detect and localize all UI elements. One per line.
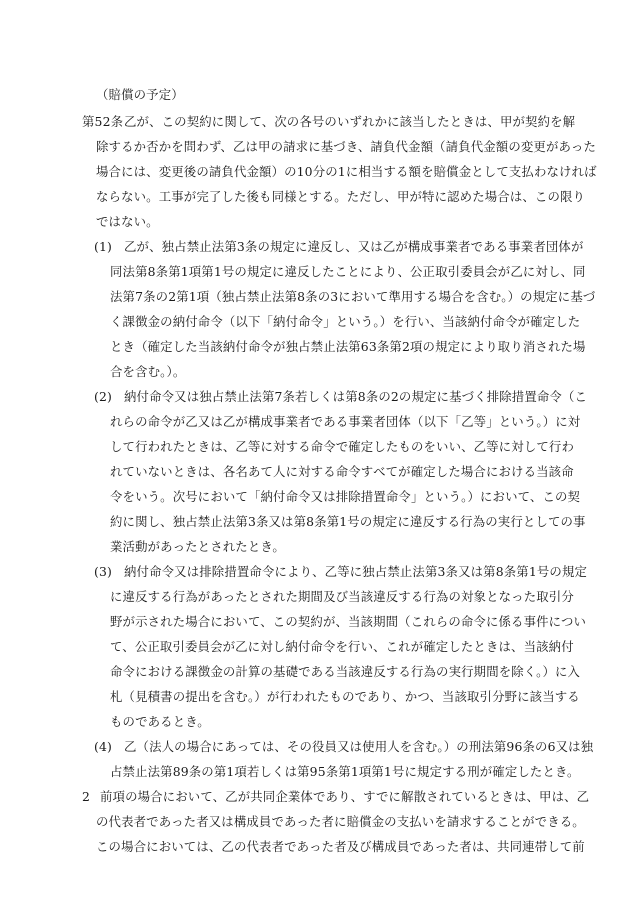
- item-line: して行われたときは、乙等に対する命令で確定したものをいい、乙等に対して行わ: [110, 439, 575, 454]
- item-line: 法第7条の2第1項（独占禁止法第8条の3において準用する場合を含む。）の規定に基づ: [110, 289, 596, 304]
- paragraph-line: の代表者であった者又は構成員であった者に賠償金の支払いを請求することができる。: [96, 814, 585, 829]
- item-line: く課徴金の納付命令（以下「納付命令」という。）を行い、当該納付命令が確定した: [110, 314, 581, 329]
- item-line: 納付命令又は独占禁止法第7条若しくは第8条の2の規定に基づく排除措置命令（こ: [124, 389, 588, 404]
- item-line: 札（見積書の提出を含む。）が行われたものであり、かつ、当該取引分野に該当する: [110, 689, 580, 704]
- item-line: 命令における課徴金の計算の基礎である当該違反する行為の実行期間を除く。）に入: [110, 664, 581, 679]
- item-line: 同法第8条第1項第1号の規定に違反したことにより、公正取引委員会が乙に対し、同: [110, 264, 586, 279]
- item-line: 合を含む。）。: [110, 364, 186, 379]
- item-line: 納付命令又は排除措置命令により、乙等に独占禁止法第3条又は第8条第1号の規定: [124, 564, 588, 579]
- item-label: (3): [94, 564, 113, 579]
- article-line: ではない。: [96, 214, 159, 229]
- paragraph-line: 前項の場合において、乙が共同企業体であり、すでに解散されているときは、甲は、乙: [100, 789, 590, 804]
- item-line: 占禁止法第89条の第1項若しくは第95条第1項第1号に規定する刑が確定したとき。: [110, 764, 580, 779]
- article-heading: （賠償の予定）: [96, 87, 184, 102]
- article-line: 場合には、変更後の請負代金額）の10分の1に相当する額を賠償金として支払わなければ: [96, 164, 597, 179]
- item-line: とき（確定した当該納付命令が独占禁止法第63条第2項の規定により取り消された場: [110, 339, 586, 354]
- item-line: れていないときは、各名あて人に対する命令すべてが確定した場合における当該命: [110, 464, 574, 479]
- item-line: 令をいう。次号において「納付命令又は排除措置命令」という。）において、この契: [110, 489, 581, 504]
- paragraph-line: この場合においては、乙の代表者であった者及び構成員であった者は、共同連帯して前: [96, 839, 585, 854]
- article-line: ならない。工事が完了した後も同様とする。ただし、甲が特に認めた場合は、この限り: [96, 189, 586, 204]
- item-label: (2): [94, 389, 113, 404]
- article-number: 第52条: [82, 114, 124, 129]
- item-line: に違反する行為があったとされた期間及び当該違反する行為の対象となった取引分: [110, 589, 574, 604]
- item-line: 約に関し、独占禁止法第3条又は第8条第1号の規定に違反する行為の実行としての事: [110, 514, 586, 529]
- item-label: (4): [94, 739, 113, 754]
- item-label: (1): [94, 239, 113, 254]
- article-line: 除するか否かを問わず、乙は甲の請求に基づき、請負代金額（請負代金額の変更があった: [96, 139, 597, 154]
- item-line: 野が示された場合において、この契約が、当該期間（これらの命令に係る事件につい: [110, 614, 587, 629]
- paragraph-number: 2: [82, 789, 91, 804]
- item-line: ものであるとき。: [110, 714, 210, 729]
- item-line: て、公正取引委員会が乙に対し納付命令を行い、これが確定したときは、当該納付: [110, 639, 574, 654]
- item-line: 乙が、独占禁止法第3条の規定に違反し、又は乙が構成事業者である事業者団体が: [124, 239, 584, 254]
- item-line: 乙（法人の場合にあっては、その役員又は使用人を含む。）の刑法第96条の6又は独: [124, 739, 594, 754]
- article-line: 乙が、この契約に関して、次の各号のいずれかに該当したときは、甲が契約を解: [124, 114, 576, 129]
- item-line: 業活動があったとされたとき。: [110, 539, 285, 554]
- item-line: れらの命令が乙又は乙が構成事業者である事業者団体（以下「乙等」という。）に対: [110, 414, 581, 429]
